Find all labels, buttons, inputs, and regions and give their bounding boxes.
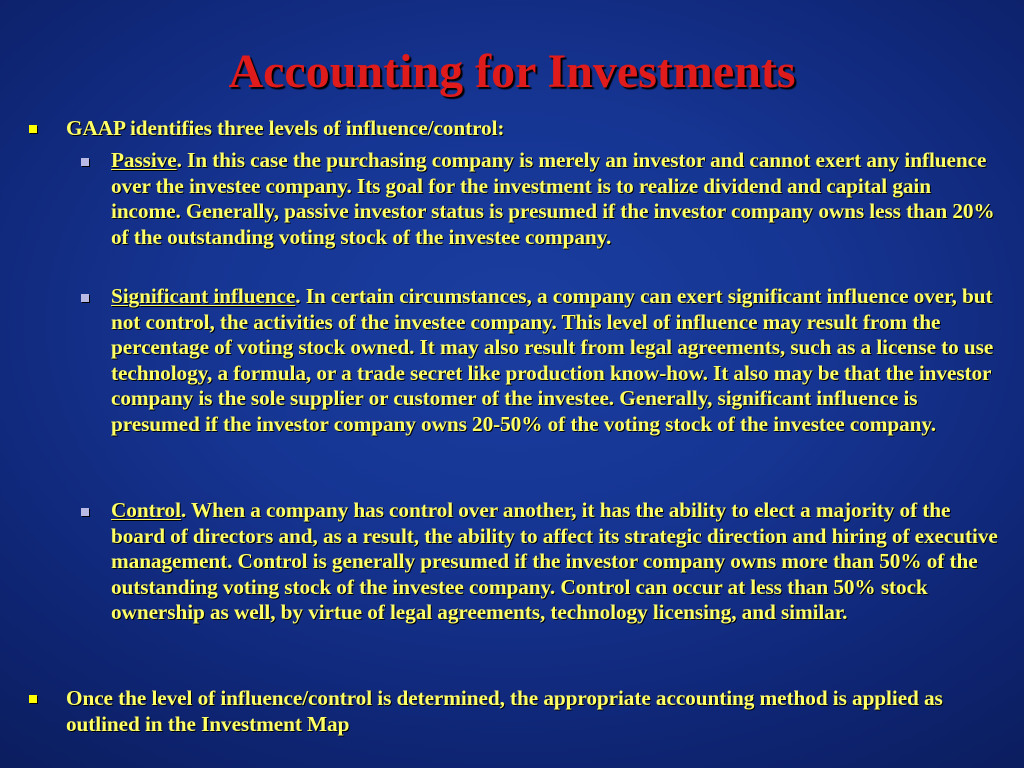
square-bullet-icon <box>29 125 37 133</box>
bullet-passive <box>111 148 1001 250</box>
term-control: Control <box>111 498 181 522</box>
bullet-significant-influence-text: . In certain circumstances, a company can exert significant influence over, but not control, the activities of the investee company. This level of influence may result from the percentage of voting stock owned. It may also result from legal agreements, such as a license to use technology, a formula, or a trade secret like production know-how. It also may be that the investor company is the sole supplier or customer of the investee. Generally, significant influence is presumed if the investor company owns 20-50% of the voting stock of the investee company. <box>111 284 994 436</box>
square-bullet-icon <box>29 695 37 703</box>
slide-title: Accounting for Investments <box>228 45 796 98</box>
bullet-passive-text: . In this case the purchasing company is merely an investor and cannot exert any influence over the investee company. Its goal for the investment is to realize dividend and capital gain income. Generally, passive investor status is presumed if the investor company owns less than 20% of the outstanding voting stock of the investee company. <box>111 148 995 249</box>
square-bullet-icon <box>81 294 89 302</box>
term-significant-influence: Significant influence <box>111 284 296 308</box>
term-passive: Passive <box>111 148 177 172</box>
bullet-intro-text: GAAP identifies three levels of influence/control: <box>66 116 505 140</box>
bullet-intro <box>66 116 996 142</box>
bullet-control <box>111 498 1001 626</box>
bullet-significant-influence <box>111 284 1001 438</box>
bullet-control-text: . When a company has control over another, it has the ability to elect a majority of the board of directors and, as a result, the ability to affect its strategic direction and hiring of executive management. Control is generally presumed if the investor company owns more than 50% of the outstanding voting stock of the investee company. Control can occur at less than 50% stock ownership as well, by virtue of legal agreements, technology licensing, and similar. <box>111 498 998 625</box>
bullet-closing <box>66 686 996 737</box>
square-bullet-icon <box>81 508 89 516</box>
square-bullet-icon <box>81 158 89 166</box>
bullet-closing-text: Once the level of influence/control is determined, the appropriate accounting method is applied as outlined in the Investment Map <box>66 686 943 736</box>
